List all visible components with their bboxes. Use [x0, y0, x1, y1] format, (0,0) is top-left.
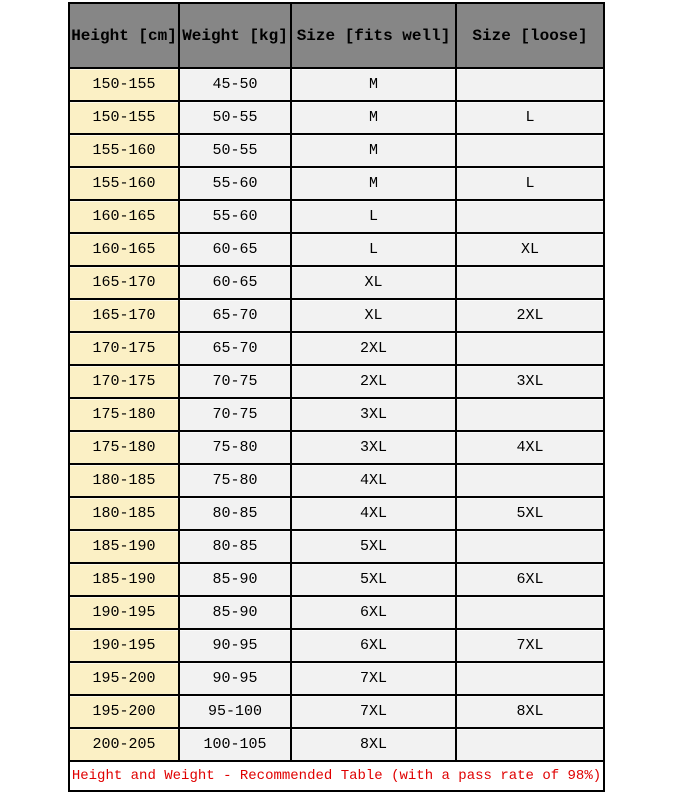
cell-weight: 60-65 [179, 233, 291, 266]
cell-size-loose: XL [456, 233, 604, 266]
cell-weight: 65-70 [179, 299, 291, 332]
cell-size-loose [456, 464, 604, 497]
cell-weight: 80-85 [179, 530, 291, 563]
cell-size-fits-well: 4XL [291, 464, 456, 497]
cell-weight: 70-75 [179, 398, 291, 431]
column-header-size-fits-well: Size [fits well] [291, 3, 456, 68]
cell-height: 165-170 [69, 266, 179, 299]
cell-height: 150-155 [69, 101, 179, 134]
cell-height: 160-165 [69, 233, 179, 266]
cell-height: 170-175 [69, 365, 179, 398]
table-row [69, 332, 604, 365]
cell-size-fits-well: 8XL [291, 728, 456, 761]
cell-size-fits-well: 6XL [291, 596, 456, 629]
column-header-height: Height [cm] [69, 3, 179, 68]
cell-size-loose: 4XL [456, 431, 604, 464]
cell-size-loose [456, 134, 604, 167]
cell-weight: 50-55 [179, 101, 291, 134]
cell-size-loose: L [456, 101, 604, 134]
cell-weight: 60-65 [179, 266, 291, 299]
cell-height: 185-190 [69, 530, 179, 563]
cell-height: 195-200 [69, 662, 179, 695]
cell-weight: 70-75 [179, 365, 291, 398]
cell-height: 185-190 [69, 563, 179, 596]
table-row [69, 299, 604, 332]
cell-size-loose: L [456, 167, 604, 200]
cell-size-loose [456, 200, 604, 233]
cell-weight: 50-55 [179, 134, 291, 167]
table-row [69, 233, 604, 266]
cell-size-fits-well: 4XL [291, 497, 456, 530]
cell-height: 175-180 [69, 398, 179, 431]
cell-weight: 90-95 [179, 662, 291, 695]
table-row [69, 68, 604, 101]
column-header-size-loose: Size [loose] [456, 3, 604, 68]
cell-size-fits-well: 2XL [291, 365, 456, 398]
cell-height: 155-160 [69, 134, 179, 167]
table-row [69, 596, 604, 629]
cell-weight: 95-100 [179, 695, 291, 728]
cell-height: 165-170 [69, 299, 179, 332]
cell-weight: 45-50 [179, 68, 291, 101]
cell-height: 195-200 [69, 695, 179, 728]
table-row [69, 266, 604, 299]
cell-height: 155-160 [69, 167, 179, 200]
cell-size-fits-well: M [291, 68, 456, 101]
cell-size-loose [456, 530, 604, 563]
cell-size-fits-well: 5XL [291, 530, 456, 563]
cell-weight: 55-60 [179, 167, 291, 200]
cell-size-loose: 5XL [456, 497, 604, 530]
table-row [69, 365, 604, 398]
cell-height: 180-185 [69, 497, 179, 530]
table-row [69, 497, 604, 530]
cell-height: 190-195 [69, 629, 179, 662]
cell-size-loose: 2XL [456, 299, 604, 332]
cell-size-loose [456, 728, 604, 761]
cell-weight: 65-70 [179, 332, 291, 365]
cell-size-loose [456, 398, 604, 431]
cell-size-fits-well: 5XL [291, 563, 456, 596]
cell-size-loose [456, 662, 604, 695]
table-row [69, 431, 604, 464]
cell-height: 175-180 [69, 431, 179, 464]
cell-weight: 55-60 [179, 200, 291, 233]
cell-size-fits-well: 7XL [291, 695, 456, 728]
cell-size-loose [456, 332, 604, 365]
cell-weight: 85-90 [179, 596, 291, 629]
cell-size-fits-well: M [291, 134, 456, 167]
table-row [69, 464, 604, 497]
table-row [69, 662, 604, 695]
cell-weight: 85-90 [179, 563, 291, 596]
table-row [69, 101, 604, 134]
cell-height: 190-195 [69, 596, 179, 629]
table-row [69, 563, 604, 596]
cell-size-fits-well: XL [291, 266, 456, 299]
cell-size-fits-well: 3XL [291, 398, 456, 431]
table-row [69, 530, 604, 563]
table-row [69, 629, 604, 662]
cell-height: 180-185 [69, 464, 179, 497]
cell-height: 200-205 [69, 728, 179, 761]
cell-size-loose: 3XL [456, 365, 604, 398]
cell-size-loose: 6XL [456, 563, 604, 596]
cell-weight: 75-80 [179, 464, 291, 497]
cell-size-fits-well: M [291, 167, 456, 200]
cell-weight: 90-95 [179, 629, 291, 662]
cell-size-fits-well: 2XL [291, 332, 456, 365]
table-row [69, 200, 604, 233]
cell-size-loose [456, 266, 604, 299]
cell-size-loose [456, 596, 604, 629]
cell-size-fits-well: XL [291, 299, 456, 332]
cell-size-fits-well: 3XL [291, 431, 456, 464]
cell-size-loose: 7XL [456, 629, 604, 662]
cell-weight: 100-105 [179, 728, 291, 761]
size-chart-table [68, 2, 605, 792]
column-header-weight: Weight [kg] [179, 3, 291, 68]
table-row [69, 398, 604, 431]
cell-height: 160-165 [69, 200, 179, 233]
table-footer-note: Height and Weight - Recommended Table (with a pass rate of 98%) [69, 761, 604, 791]
cell-size-fits-well: L [291, 200, 456, 233]
cell-size-loose: 8XL [456, 695, 604, 728]
cell-weight: 80-85 [179, 497, 291, 530]
table-row [69, 134, 604, 167]
cell-size-fits-well: 7XL [291, 662, 456, 695]
header-row [69, 3, 604, 68]
cell-weight: 75-80 [179, 431, 291, 464]
cell-size-fits-well: M [291, 101, 456, 134]
cell-size-fits-well: 6XL [291, 629, 456, 662]
cell-size-fits-well: L [291, 233, 456, 266]
cell-height: 150-155 [69, 68, 179, 101]
table-row [69, 728, 604, 761]
footer-row [69, 761, 604, 791]
table-row [69, 167, 604, 200]
cell-size-loose [456, 68, 604, 101]
table-row [69, 695, 604, 728]
cell-height: 170-175 [69, 332, 179, 365]
